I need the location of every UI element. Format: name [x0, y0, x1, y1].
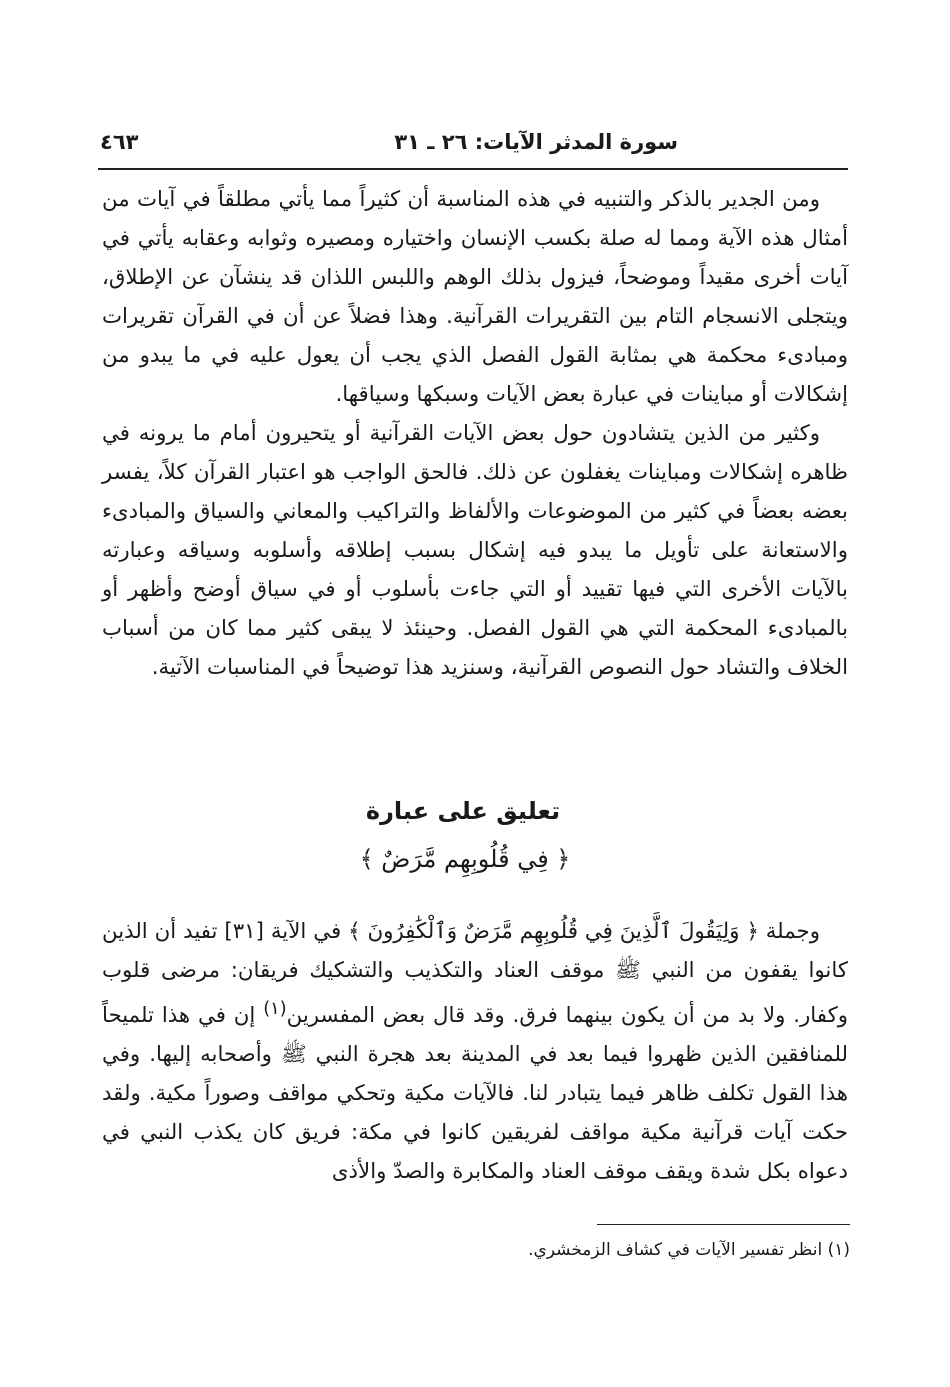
- commentary-lead: وجملة: [765, 919, 820, 944]
- commentary-text: إن في هذا تلميحاً للمنافقين الذين ظهروا فيما بعد في المدينة بعد هجرة النبي ﷺ وأصحابه إليها. وفي هذا القول تكلف ظاهر فيما يتبادر لنا. فالآيات مكية وتحكي مواقف وصوراً مكية. ولقد حكت آيات قرآنية مكية مواقف لفريقين كانوا في مكة: فريق كان يكذب النبي في دعواه بكل شدة ويقف موقف العناد والمكابرة والصدّ والأذى: [102, 1003, 848, 1185]
- section-title: تعليق على عبارة: [365, 797, 561, 825]
- paragraph: [102, 912, 848, 1191]
- commentary-text-block: [102, 912, 848, 1191]
- footnote-reference: (١): [263, 999, 287, 1019]
- page-number: ٤٦٣: [100, 130, 139, 154]
- intro-text-block: [102, 180, 848, 687]
- footnote: (١) انظر تفسير الآيات في كشاف الزمخشري.: [528, 1240, 850, 1260]
- header-title: سورة المدثر الآيات: ٢٦ ـ ٣١: [394, 130, 678, 154]
- commentary-text: في الآية [٣١] تفيد أن الذين كانوا يقفون من النبي ﷺ موقف العناد والتكذيب والتشكيك فريقان: مرضى قلوب وكفار. ولا بد من أن يكون بينهما فرق. وقد قال بعض المفسرين: [102, 919, 848, 1029]
- footnote-divider: [597, 1224, 850, 1225]
- running-header: [98, 128, 848, 170]
- section-subtitle-verse: ﴿ فِي قُلُوبِهِم مَّرَضٌ ﴾: [359, 845, 571, 873]
- paragraph: وكثير من الذين يتشادون حول بعض الآيات القرآنية أو يتحيرون أمام ما يرونه في ظاهره إشكالات ومباينات يغفلون عن ذلك. فالحق الواجب هو اعتبار القرآن كلاً، يفسر بعضه بعضاً في كثير من الموضوعات والألفاظ والتراكيب والمعاني والسياق والمبادىء والاستعانة على تأويل ما يبدو فيه إشكال بسبب إطلاقه وأسلوبه وسياقه وعبارته بالآيات الأخرى التي فيها تقييد أو التي جاءت بأسلوب أو في سياق أوضح وأظهر أو بالمبادىء المحكمة التي هي القول الفصل. وحينئذ لا يبقى كثير مما كان من أسباب الخلاف والتشاد حول النصوص القرآنية، وسنزيد هذا توضيحاً في المناسبات الآتية.: [102, 421, 848, 680]
- paragraph: ومن الجدير بالذكر والتنبيه في هذه المناسبة أن كثيراً مما يأتي مطلقاً في آيات من أمثال هذه الآية ومما له صلة بكسب الإنسان واختياره ومصيره وثوابه وعقابه يأتي في آيات أخرى مقيداً وموضحاً، فيزول بذلك الوهم واللبس اللذان قد ينشآن عن الإطلاق، ويتجلى الانسجام التام بين التقريرات القرآنية. وهذا فضلاً عن أن في القرآن تقريرات ومبادىء محكمة هي بمثابة القول الفصل الذي يجب أن يعول عليه في ما يبدو من إشكالات أو مباينات في عبارة بعض الآيات وسبكها وسياقها.: [102, 187, 848, 407]
- quoted-verse: ﴿ وَلِيَقُولَ ٱلَّذِينَ فِي قُلُوبِهِم مَّرَضٌ وَٱلْكَٰفِرُونَ ﴾: [348, 919, 759, 944]
